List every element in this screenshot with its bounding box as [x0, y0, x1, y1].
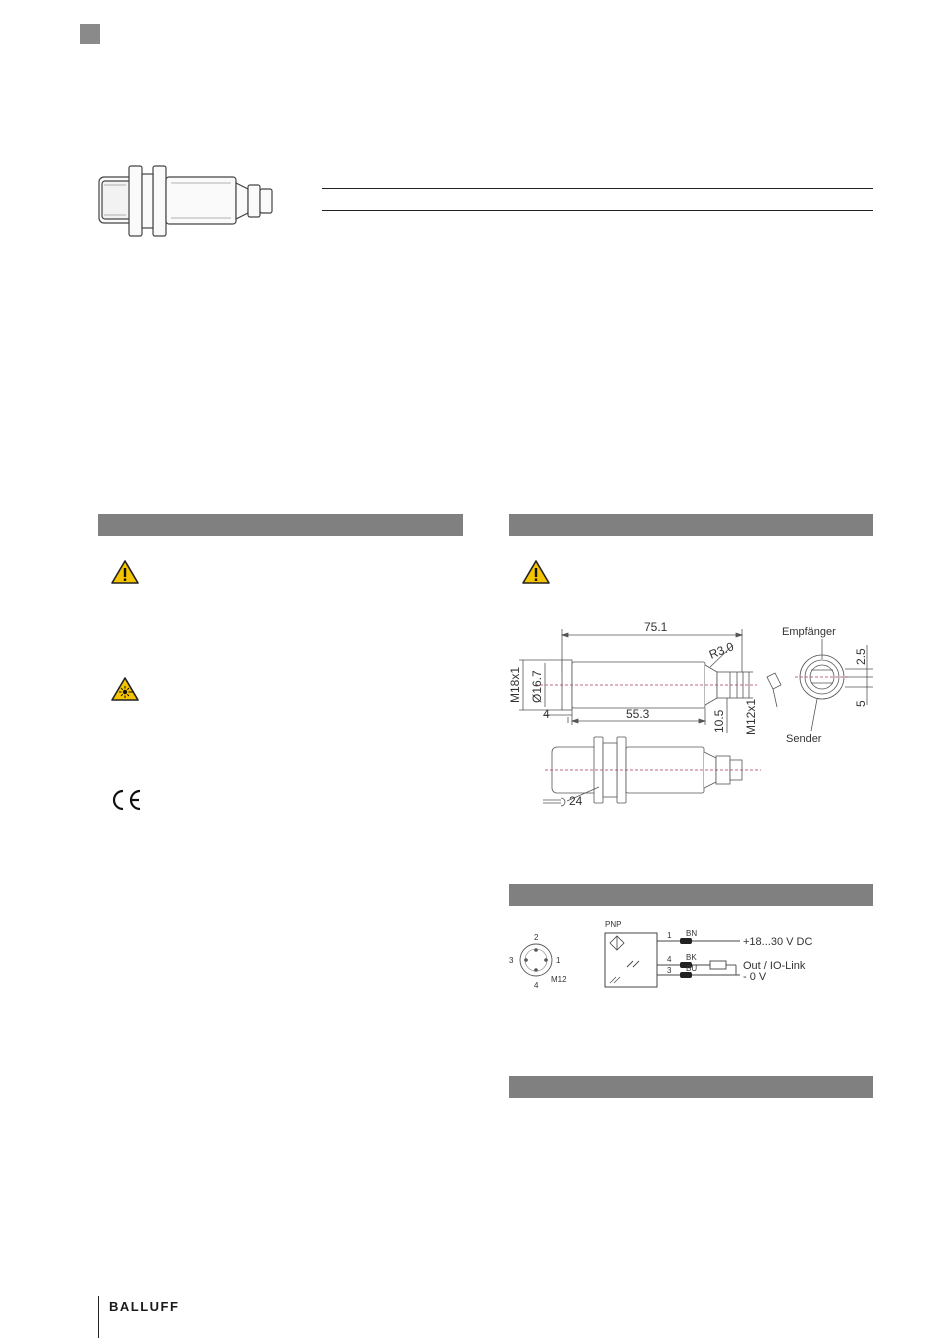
- section-bar-connection: [509, 884, 873, 906]
- footer-rule: [98, 1296, 99, 1338]
- wiring-diagram: [600, 915, 860, 995]
- dim-radius: R3.0: [706, 639, 736, 662]
- pin-label-4: 4: [534, 981, 539, 990]
- dim-length-total: 75.1: [644, 620, 668, 634]
- dim-2-5: 2.5: [854, 648, 868, 665]
- page-marker-square: [80, 24, 100, 44]
- section-bar-bottom: [509, 1076, 873, 1098]
- ce-mark-icon: [110, 788, 144, 812]
- dim-diameter: Ø16.7: [530, 670, 544, 703]
- wire-3-pin: 3: [667, 966, 672, 975]
- sender-label: Sender: [786, 733, 822, 745]
- receiver-label: Empfänger: [782, 626, 836, 638]
- dim-connector-length: 10.5: [712, 709, 726, 733]
- wire-2-label: Out / IO-Link: [743, 960, 806, 972]
- pin-label-1: 1: [556, 956, 561, 965]
- pin-label-3: 3: [509, 956, 514, 965]
- wire-3-label: - 0 V: [743, 971, 767, 983]
- wire-2-color: BK: [686, 953, 697, 962]
- pin-label-2: 2: [534, 933, 539, 942]
- sensor-product-image: [96, 163, 282, 239]
- dim-5: 5: [854, 700, 868, 707]
- section-bar-dimensions: [509, 514, 873, 536]
- dim-thread-connector: M12x1: [744, 698, 758, 735]
- warning-triangle-icon: [110, 559, 140, 585]
- dimension-drawing: [505, 615, 875, 815]
- warning-triangle-icon-right: [521, 559, 551, 585]
- section-bar-left: [98, 514, 463, 536]
- header-rule-top: [322, 188, 873, 189]
- dim-thread-main: M18x1: [508, 666, 522, 703]
- wire-1-color: BN: [686, 929, 698, 938]
- dim-wrench-size: 24: [569, 794, 583, 808]
- connector-label: M12: [551, 975, 567, 984]
- wire-1-pin: 1: [667, 931, 672, 940]
- brand-logo: BALLUFF: [109, 1299, 180, 1314]
- laser-warning-icon: [110, 676, 140, 702]
- m12-pin-diagram: [505, 930, 580, 990]
- wire-2-pin: 4: [667, 955, 672, 964]
- dim-front-offset: 4: [543, 707, 550, 721]
- wire-1-label: +18...30 V DC: [743, 936, 813, 948]
- wire-3-color: BU: [686, 964, 698, 973]
- output-type-label: PNP: [605, 920, 622, 929]
- dim-body-length: 55.3: [626, 707, 650, 721]
- header-rule-bottom: [322, 210, 873, 211]
